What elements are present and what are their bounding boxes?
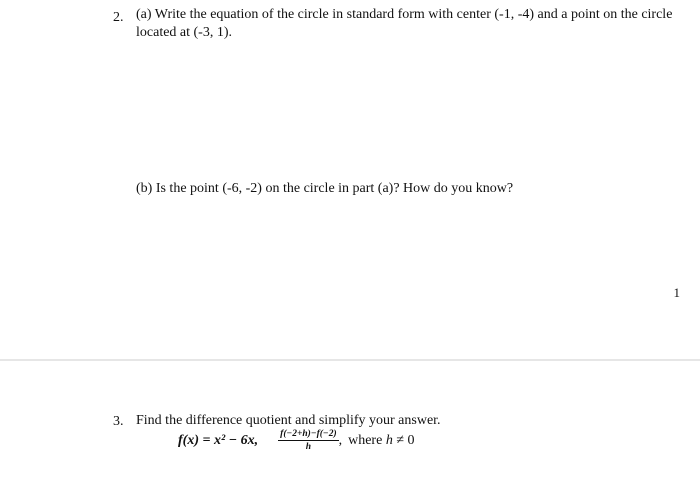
question-3-number: 3. (113, 414, 124, 429)
question-2-part-a-line-1: (a) Write the equation of the circle in standard form with center (-1, -4) and a point on the circle (136, 7, 673, 22)
question-2-part-a (136, 6, 672, 42)
fraction-denominator: h (305, 442, 312, 452)
condition-not-equal: ≠ 0 (396, 432, 415, 448)
difference-quotient-fraction (278, 429, 338, 452)
question-2-part-b: (b) Is the point (-6, -2) on the circle in part (a)? How do you know? (136, 181, 514, 196)
question-2-part-a-line-2: located at (-3, 1). (136, 25, 233, 40)
condition-where: where (348, 432, 383, 448)
condition (348, 433, 414, 449)
condition-variable: h (385, 432, 393, 448)
page-2 (0, 361, 700, 478)
question-3-prompt: Find the difference quotient and simplify your answer. (136, 413, 441, 428)
fraction-comma: , (338, 432, 343, 448)
function-definition: f(x) = x² − 6x, (178, 432, 259, 448)
fraction-numerator: f(−2+h)−f(−2) (280, 429, 337, 439)
question-3-formula (178, 429, 415, 452)
page-number: 1 (673, 285, 680, 300)
question-2-number: 2. (113, 10, 124, 25)
